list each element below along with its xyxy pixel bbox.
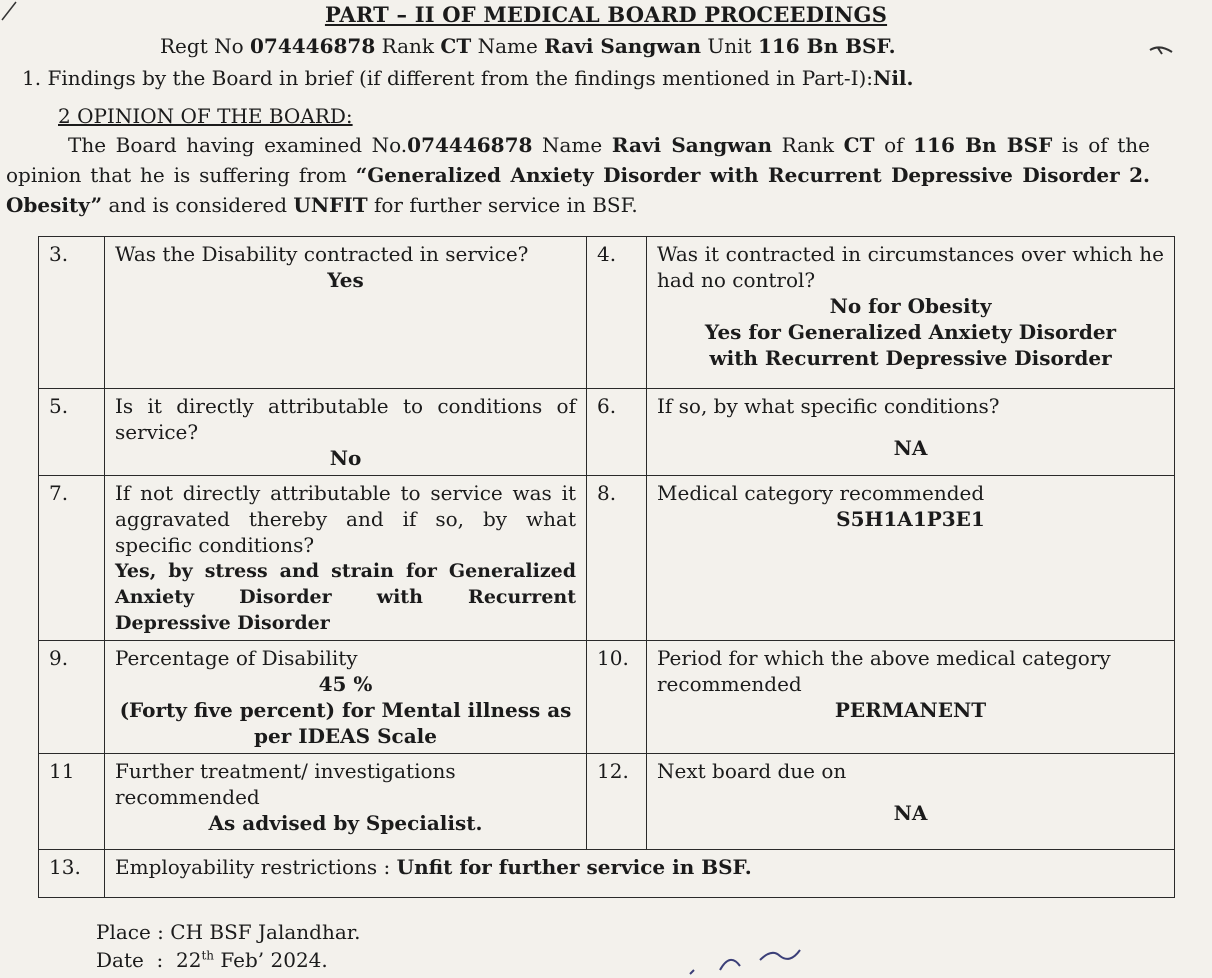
date-day: 22: [176, 948, 202, 972]
question-cell: [105, 389, 587, 476]
signature-scribble: [680, 930, 840, 978]
findings-text: 1. Findings by the Board in brief (if different from the findings mentioned in Part-I):: [22, 66, 874, 90]
opinion-paragraph: [6, 130, 1150, 220]
question-cell: [647, 237, 1175, 389]
answer-text: As advised by Specialist.: [208, 811, 483, 835]
date-label: Date :: [96, 948, 176, 972]
question-text: Period for which the above medical category recommended: [657, 646, 1111, 696]
findings-line: [22, 66, 913, 90]
unit-value: 116 Bn BSF.: [757, 34, 896, 58]
answer-text: NA: [893, 801, 928, 825]
opinion-text-4: of: [874, 133, 914, 157]
answer-text: PERMANENT: [834, 698, 987, 722]
table-row: [39, 237, 1175, 389]
opinion-rank: CT: [843, 133, 875, 157]
question-text: Percentage of Disability: [115, 646, 358, 670]
question-text: Was the Disability contracted in service?: [115, 242, 529, 266]
item-number: 11: [39, 754, 105, 850]
opinion-diagnosis: “Generalized Anxiety Disorder with Recurrent Depressive Disorder 2. Obesity”: [6, 163, 1151, 217]
unit-label: Unit: [707, 34, 752, 58]
opinion-name: Ravi Sangwan: [611, 133, 772, 157]
name-label: Name: [477, 34, 538, 58]
board-findings-table: [38, 236, 1175, 898]
question-cell: [647, 476, 1175, 641]
question-cell: [105, 850, 1175, 898]
opinion-number: 074446878: [407, 133, 533, 157]
ink-tick-mark: [1148, 40, 1176, 58]
table-row: [39, 754, 1175, 850]
item-number: 3.: [39, 237, 105, 389]
answer-text: Unfit for further service in BSF.: [396, 855, 752, 879]
item-number: 6.: [587, 389, 647, 476]
opinion-heading: 2 OPINION OF THE BOARD:: [58, 104, 353, 128]
question-cell: [647, 641, 1175, 754]
rank-value: CT: [440, 34, 472, 58]
opinion-text-3: Rank: [772, 133, 844, 157]
table-row: [39, 389, 1175, 476]
question-cell: [105, 476, 587, 641]
question-cell: [647, 754, 1175, 850]
regt-label: Regt No: [160, 34, 244, 58]
question-text: Further treatment/ investigations recommended: [115, 759, 456, 809]
question-cell: [647, 389, 1175, 476]
question-text: Is it directly attributable to conditions of service?: [115, 394, 576, 444]
answer-text: No for Obesity: [829, 294, 992, 318]
opinion-text-6: and is considered: [102, 193, 294, 217]
answer-text: NA: [893, 436, 928, 460]
document-title: PART – II OF MEDICAL BOARD PROCEEDINGS: [324, 2, 888, 27]
item-number: 10.: [587, 641, 647, 754]
question-cell: [105, 237, 587, 389]
question-cell: [105, 641, 587, 754]
item-number: 9.: [39, 641, 105, 754]
place-line: [96, 920, 361, 944]
table-row: [39, 641, 1175, 754]
personnel-header-line: [160, 34, 896, 58]
answer-text: Yes: [327, 268, 364, 292]
opinion-unit: 116 Bn BSF: [913, 133, 1053, 157]
opinion-text-5: is of the opinion that he is suffering from: [6, 133, 1150, 187]
date-suffix: th: [201, 948, 215, 963]
item-number: 8.: [587, 476, 647, 641]
answer-text: No: [329, 446, 362, 470]
answer-text: (Forty five percent) for Mental illness as per IDEAS Scale: [119, 698, 572, 748]
opinion-status: UNFIT: [293, 193, 368, 217]
name-value: Ravi Sangwan: [544, 34, 702, 58]
place-value: CH BSF Jalandhar.: [170, 920, 361, 944]
item-number: 13.: [39, 850, 105, 898]
date-rest: Feb’ 2024.: [214, 948, 328, 972]
question-cell: [105, 754, 587, 850]
question-text: Next board due on: [657, 759, 847, 783]
question-text: Was it contracted in circumstances over which he had no control?: [657, 242, 1164, 292]
table-row: [39, 850, 1175, 898]
regt-number: 074446878: [250, 34, 376, 58]
question-text: If so, by what specific conditions?: [657, 394, 1000, 418]
question-text: If not directly attributable to service was it aggravated thereby and if so, by what specific conditions?: [115, 481, 576, 557]
opinion-text-1: The Board having examined No.: [68, 133, 408, 157]
item-number: 7.: [39, 476, 105, 641]
item-number: 5.: [39, 389, 105, 476]
table-row: [39, 476, 1175, 641]
date-line: [96, 948, 328, 972]
answer-text: S5H1A1P3E1: [836, 507, 985, 531]
place-label: Place :: [96, 920, 171, 944]
opinion-text-7: for further service in BSF.: [367, 193, 638, 217]
answer-text: Yes, by stress and strain for Generalized Anxiety Disorder with Recurrent Depressive Disorder: [115, 560, 576, 634]
question-text: Medical category recommended: [657, 481, 985, 505]
findings-value: Nil.: [873, 66, 914, 90]
rank-label: Rank: [381, 34, 435, 58]
question-text: Employability restrictions :: [115, 855, 397, 879]
answer-text: Yes for Generalized Anxiety Disorder with Recurrent Depressive Disorder: [704, 320, 1117, 370]
item-number: 4.: [587, 237, 647, 389]
answer-text: 45 %: [318, 672, 373, 696]
item-number: 12.: [587, 754, 647, 850]
opinion-text-2: Name: [532, 133, 612, 157]
